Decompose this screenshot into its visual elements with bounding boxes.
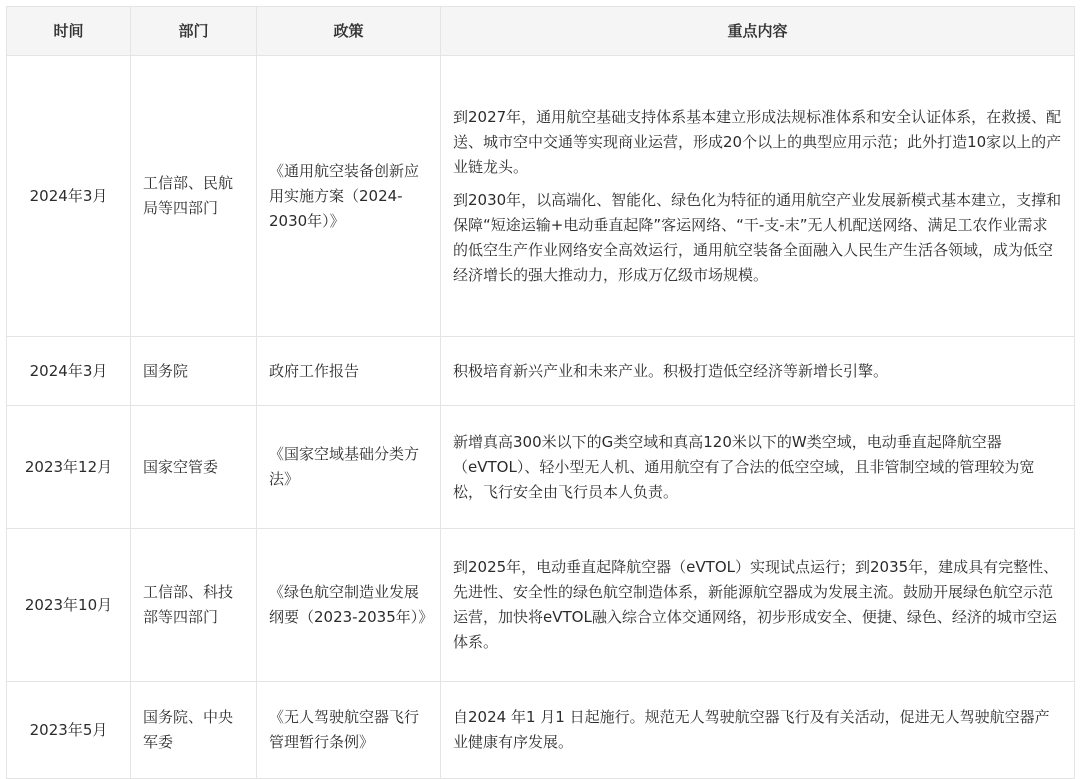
- content-paragraph: 自2024 年1 月1 日起施行。规范无人驾驶航空器飞行及有关活动，促进无人驾驶航空器产业健康有序发展。: [453, 708, 1050, 751]
- header-content: 重点内容: [441, 7, 1075, 56]
- cell-dept: 国务院、中央军委: [131, 682, 257, 779]
- cell-time: 2024年3月: [7, 56, 131, 337]
- content-paragraph: 到2027年，通用航空基础支持体系基本建立形成法规标准体系和安全认证体系，在救援、配送、城市空中交通等实现商业运营，形成20个以上的典型应用示范；此外打造10家以上的产业链龙头。: [453, 107, 1062, 176]
- table-row: [7, 56, 1075, 337]
- content-paragraph: 到2025年，电动垂直起降航空器（eVTOL）实现试点运行；到2035年，建成具有完整性、先进性、安全性的绿色航空制造体系，新能源航空器成为发展主流。鼓励开展绿色航空示范运营，加快将eVTOL融入综合立体交通网络，初步形成安全、便捷、绿色、经济的城市空运体系。: [453, 558, 1059, 651]
- cell-content: [441, 406, 1075, 529]
- content-paragraph: 新增真高300米以下的G类空域和真高120米以下的W类空域，电动垂直起降航空器（eVTOL）、轻小型无人机、通用航空有了合法的低空空域，且非管制空域的管理较为宽松，飞行安全由飞行员本人负责。: [453, 432, 1035, 501]
- cell-content: [441, 529, 1075, 682]
- table-header-row: [7, 7, 1075, 56]
- content-paragraph: 到2030年，以高端化、智能化、绿色化为特征的通用航空产业发展新模式基本建立，支撑和保障“短途运输+电动垂直起降”客运网络、“干-支-末”无人机配送网络、满足工农作业需求的低空生产作业网络安全高效运行，通用航空装备全面融入人民生产生活各领域，成为低空经济增长的强大推动力，形成万亿级市场规模。: [453, 190, 1062, 284]
- cell-dept: 国务院: [131, 337, 257, 406]
- header-policy: 政策: [257, 7, 441, 56]
- cell-policy: 《通用航空装备创新应用实施方案（2024-2030年）》: [257, 56, 441, 337]
- cell-content: [441, 337, 1075, 406]
- cell-time: 2023年10月: [7, 529, 131, 682]
- cell-policy: 政府工作报告: [257, 337, 441, 406]
- table-row: [7, 337, 1075, 406]
- table-row: [7, 406, 1075, 529]
- cell-dept: 工信部、科技部等四部门: [131, 529, 257, 682]
- policy-table-container: [6, 6, 1074, 779]
- cell-content: [441, 56, 1075, 337]
- cell-time: 2024年3月: [7, 337, 131, 406]
- cell-policy: 《国家空域基础分类方法》: [257, 406, 441, 529]
- policy-table: [6, 6, 1075, 779]
- header-time: 时间: [7, 7, 131, 56]
- cell-content: [441, 682, 1075, 779]
- header-dept: 部门: [131, 7, 257, 56]
- cell-time: 2023年12月: [7, 406, 131, 529]
- table-row: [7, 682, 1075, 779]
- cell-dept: 工信部、民航局等四部门: [131, 56, 257, 337]
- cell-policy: 《无人驾驶航空器飞行管理暂行条例》: [257, 682, 441, 779]
- table-row: [7, 529, 1075, 682]
- content-paragraph: 积极培育新兴产业和未来产业。积极打造低空经济等新增长引擎。: [453, 361, 889, 380]
- cell-time: 2023年5月: [7, 682, 131, 779]
- cell-policy: 《绿色航空制造业发展纲要（2023-2035年）》: [257, 529, 441, 682]
- cell-dept: 国家空管委: [131, 406, 257, 529]
